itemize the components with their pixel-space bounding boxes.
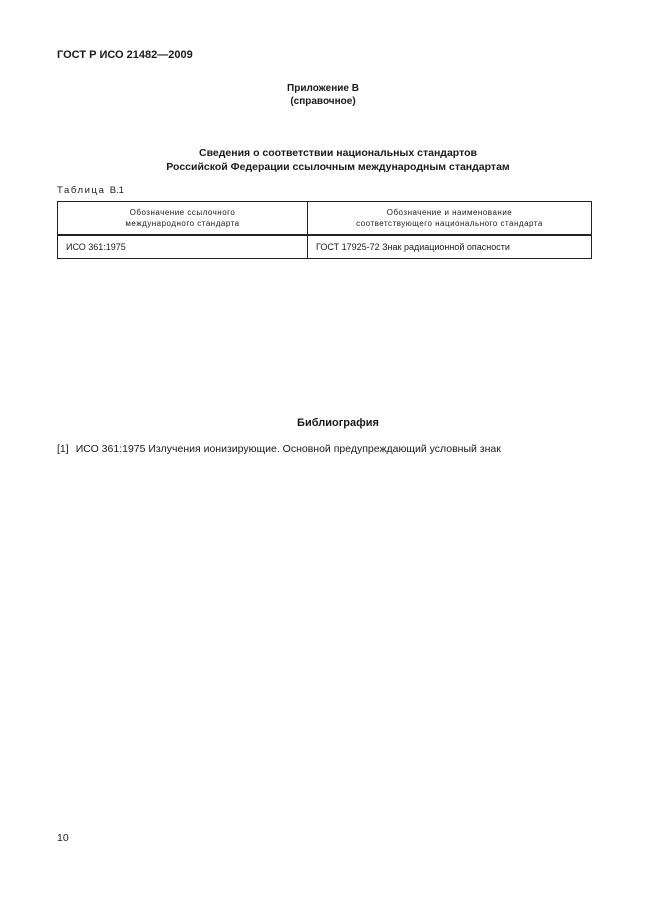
standards-correspondence-table (57, 201, 592, 259)
table-header-international (58, 202, 308, 236)
header-national-line-1: Обозначение и наименование (386, 208, 513, 217)
table-caption-label: Таблица (57, 185, 106, 196)
table-cell-international: ИСО 361:1975 (58, 235, 308, 259)
annex-status: (справочное) (290, 96, 356, 107)
bibliography-item-number: [1] (57, 443, 69, 455)
table-row (58, 235, 592, 259)
annex-heading (0, 82, 646, 108)
table-cell-national: ГОСТ 17925-72 Знак радиационной опасности (308, 235, 592, 259)
header-national-line-2: соответствующего национального стандарта (356, 219, 543, 228)
bibliography-title: Библиография (297, 417, 379, 429)
section-title-line-1: Сведения о соответствии национальных стандартов (199, 147, 477, 159)
document-header: ГОСТ Р ИСО 21482—2009 (57, 49, 193, 61)
table-header-row (58, 202, 592, 236)
bibliography-item-text: ИСО 361:1975 Излучения ионизирующие. Основной предупреждающий условный знак (75, 443, 501, 455)
header-international-line-2: международного стандарта (125, 219, 240, 228)
bibliography-item (57, 443, 501, 455)
table-header-national (308, 202, 592, 236)
table-caption (57, 185, 124, 196)
section-title (0, 146, 646, 174)
annex-title: Приложение В (287, 83, 359, 94)
section-title-line-2: Российской Федерации ссылочным международным стандартам (166, 161, 510, 173)
table-caption-number: В.1 (109, 185, 124, 196)
header-international-line-1: Обозначение ссылочного (129, 208, 236, 217)
page-number: 10 (57, 832, 69, 844)
